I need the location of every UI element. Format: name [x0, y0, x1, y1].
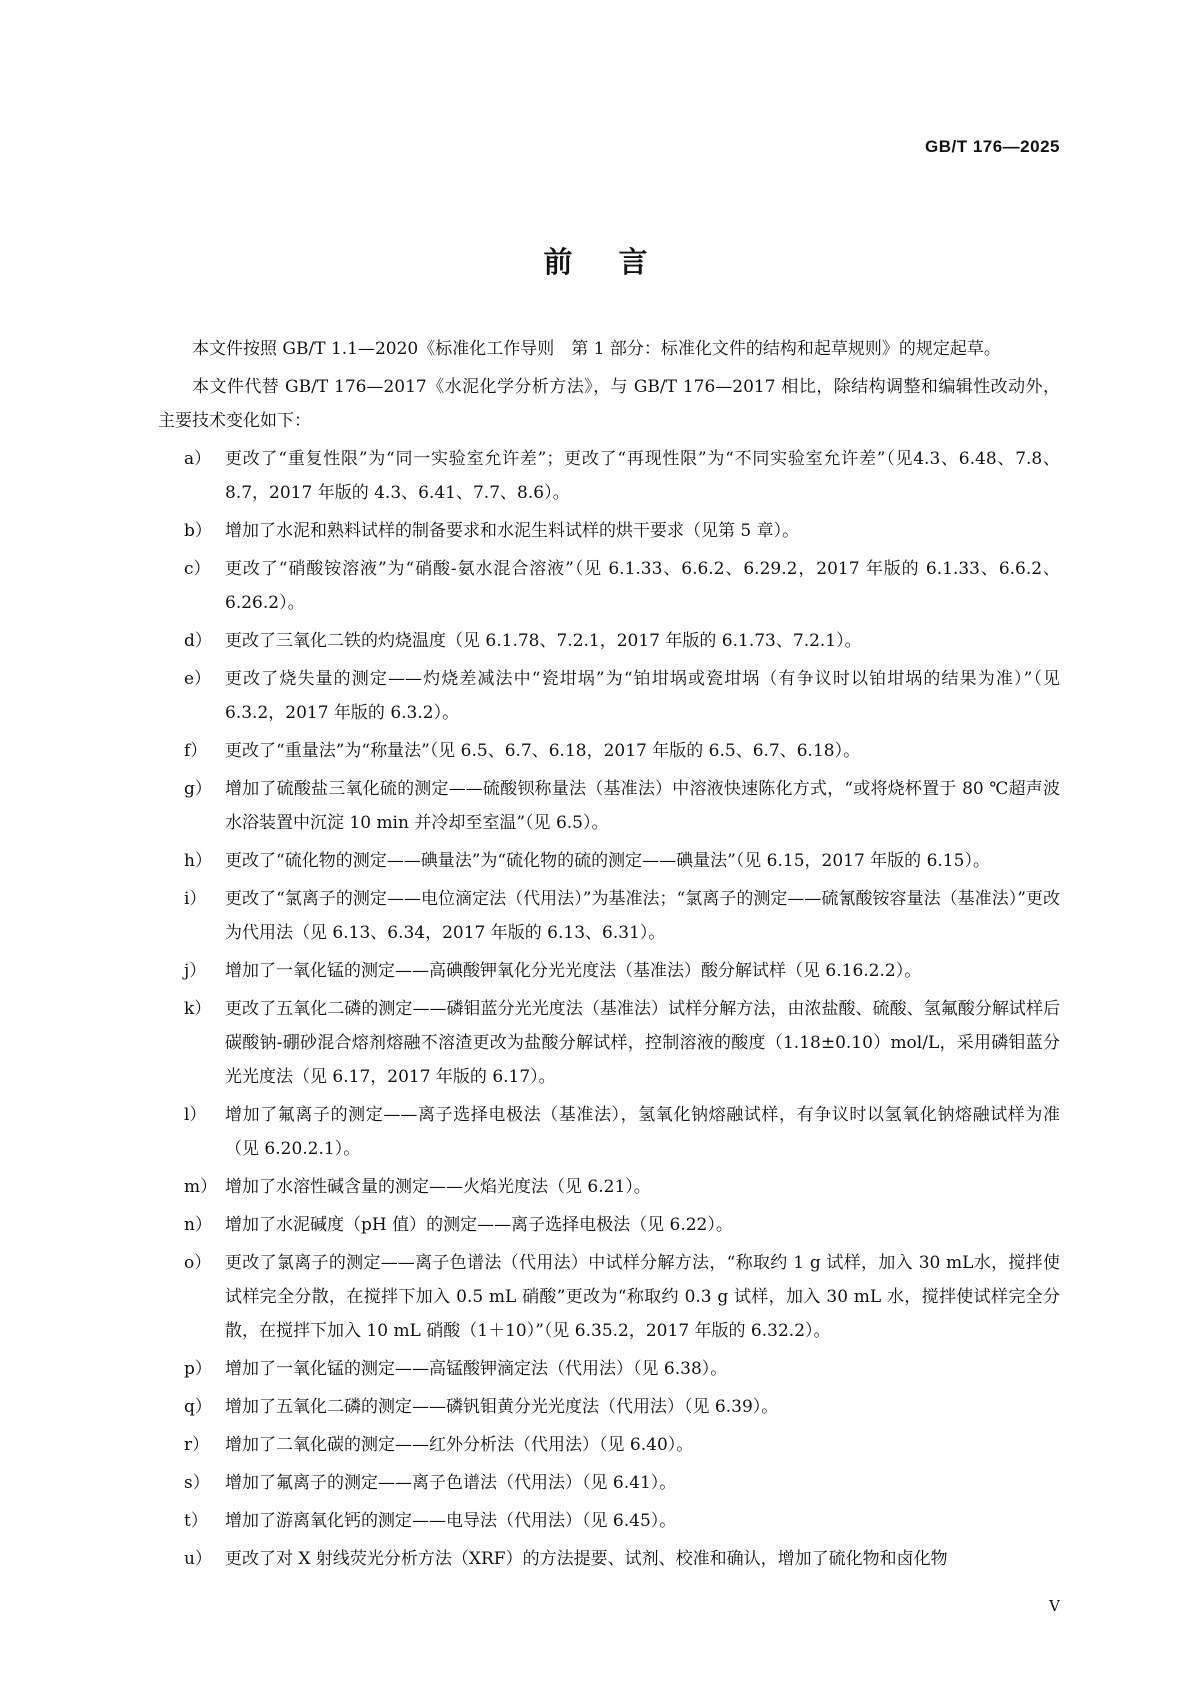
list-item-text: 增加了氟离子的测定——离子色谱法（代用法）（见 6.41）。	[225, 1473, 677, 1493]
list-item-text: 更改了对 X 射线荧光分析方法（XRF）的方法提要、试剂、校准和确认，增加了硫化物和卤化物	[225, 1549, 948, 1569]
list-item-text: 增加了水泥碱度（pH 值）的测定——离子选择电极法（见 6.22）。	[225, 1215, 733, 1235]
list-item	[158, 1246, 1060, 1348]
list-item-label: a）	[184, 449, 212, 469]
list-item-label: t）	[184, 1511, 208, 1531]
list-item-text: 更改了“硝酸铵溶液”为“硝酸-氨水混合溶液”（见 6.1.33、6.6.2、6.29.2，2017 年版的 6.1.33、6.6.2、6.26.2）。	[225, 559, 1060, 613]
list-item-text: 增加了水泥和熟料试样的制备要求和水泥生料试样的烘干要求（见第 5 章）。	[225, 521, 800, 541]
list-item-text: 更改了“重复性限”为“同一实验室允许差”；更改了“再现性限”为“不同实验室允许差”（见4.3、6.48、7.8、8.7，2017 年版的 4.3、6.41、7.7、8.6）。	[225, 449, 1060, 503]
list-item	[158, 1466, 1060, 1500]
list-item	[158, 734, 1060, 768]
list-item-label: h）	[184, 851, 212, 871]
list-item-label: g）	[184, 779, 212, 799]
list-item	[158, 662, 1060, 730]
list-item	[158, 1352, 1060, 1386]
list-item-label: u）	[184, 1549, 212, 1569]
list-item-label: m）	[184, 1177, 218, 1197]
list-item-label: r）	[184, 1435, 210, 1455]
list-item-label: q）	[184, 1397, 212, 1417]
list-item-label: d）	[184, 631, 212, 651]
list-item-text: 增加了一氧化锰的测定——高碘酸钾氧化分光光度法（基准法）酸分解试样（见 6.16.2.2）。	[225, 961, 922, 981]
list-item	[158, 954, 1060, 988]
list-item-text: 更改了三氧化二铁的灼烧温度（见 6.1.78、7.2.1，2017 年版的 6.1.73、7.2.1）。	[225, 631, 862, 651]
list-item-label: i）	[184, 889, 207, 909]
list-item	[158, 442, 1060, 510]
list-item-text: 更改了烧失量的测定——灼烧差减法中“瓷坩埚”为“铂坩埚或瓷坩埚（有争议时以铂坩埚的结果为准）”（见 6.3.2，2017 年版的 6.3.2）。	[225, 669, 1060, 723]
list-item	[158, 772, 1060, 840]
list-item-text: 增加了氟离子的测定——离子选择电极法（基准法），氢氧化钠熔融试样，有争议时以氢氧化钠熔融试样为准（见 6.20.2.1）。	[225, 1105, 1060, 1159]
page-number: V	[1049, 1597, 1060, 1615]
list-item	[158, 882, 1060, 950]
list-item	[158, 514, 1060, 548]
list-item	[158, 1208, 1060, 1242]
list-item-text: 增加了五氧化二磷的测定——磷钒钼黄分光光度法（代用法）（见 6.39）。	[225, 1397, 779, 1417]
list-item-label: f）	[184, 741, 208, 761]
list-item	[158, 1098, 1060, 1166]
standard-code: GB/T 176—2025	[924, 137, 1060, 156]
list-item	[158, 1542, 1060, 1576]
list-item	[158, 844, 1060, 878]
list-item-label: e）	[184, 669, 212, 689]
list-item-text: 更改了氯离子的测定——离子色谱法（代用法）中试样分解方法，“称取约 1 g 试样，加入 30 mL水，搅拌使试样完全分散，在搅拌下加入 0.5 mL 硝酸”更改为“称取约 0.3 g 试样，加入 30 mL 水，搅拌使试样完全分散，在搅拌下加入 10 mL 硝酸（1＋10）”（见 6.35.2，2017 年版的 6.32.2）。	[225, 1253, 1060, 1341]
list-item-label: p）	[184, 1359, 212, 1379]
foreword-body	[158, 332, 1060, 1580]
list-item-text: 增加了游离氧化钙的测定——电导法（代用法）（见 6.45）。	[225, 1511, 677, 1531]
list-item	[158, 1428, 1060, 1462]
list-item	[158, 552, 1060, 620]
list-item-text: 更改了五氧化二磷的测定——磷钼蓝分光光度法（基准法）试样分解方法，由浓盐酸、硫酸、氢氟酸分解试样后碳酸钠-硼砂混合熔剂熔融不溶渣更改为盐酸分解试样，控制溶液的酸度（1.18±0.10）mol/L，采用磷钼蓝分光光度法（见 6.17，2017 年版的 6.17）。	[225, 999, 1060, 1087]
page-title: 前言	[543, 245, 694, 279]
list-item-label: b）	[184, 521, 212, 541]
intro-paragraph: 本文件按照 GB/T 1.1—2020《标准化工作导则 第 1 部分：标准化文件的结构和起草规则》的规定起草。	[192, 339, 1001, 359]
list-item-text: 增加了一氧化锰的测定——高锰酸钾滴定法（代用法）（见 6.38）。	[225, 1359, 728, 1379]
list-item-label: o）	[184, 1253, 212, 1273]
list-item-label: s）	[184, 1473, 210, 1493]
list-item-label: k）	[184, 999, 212, 1019]
list-item-label: c）	[184, 559, 211, 579]
list-item-label: n）	[184, 1215, 212, 1235]
list-item	[158, 624, 1060, 658]
intro-paragraph: 本文件代替 GB/T 176—2017《水泥化学分析方法》，与 GB/T 176—2017 相比，除结构调整和编辑性改动外，主要技术变化如下：	[158, 377, 1060, 431]
list-item-text: 更改了“硫化物的测定——碘量法”为“硫化物的硫的测定——碘量法”（见 6.15，2017 年版的 6.15）。	[225, 851, 990, 871]
list-item-text: 增加了水溶性碱含量的测定——火焰光度法（见 6.21）。	[225, 1177, 651, 1197]
list-item	[158, 1170, 1060, 1204]
list-item-text: 更改了“氯离子的测定——电位滴定法（代用法）”为基准法；“氯离子的测定——硫氰酸铵容量法（基准法）”更改为代用法（见 6.13、6.34，2017 年版的 6.13、6.31）。	[225, 889, 1060, 943]
list-item	[158, 1504, 1060, 1538]
list-item	[158, 992, 1060, 1094]
list-item-label: j）	[184, 961, 207, 981]
list-item-text: 增加了二氧化碳的测定——红外分析法（代用法）（见 6.40）。	[225, 1435, 694, 1455]
list-item-text: 更改了“重量法”为“称量法”（见 6.5、6.7、6.18，2017 年版的 6.5、6.7、6.18）。	[225, 741, 861, 761]
list-item-text: 增加了硫酸盐三氧化硫的测定——硫酸钡称量法（基准法）中溶液快速陈化方式，“或将烧杯置于 80 ℃超声波水浴装置中沉淀 10 min 并冷却至室温”（见 6.5）。	[225, 779, 1060, 833]
changes-list	[158, 442, 1060, 1576]
list-item	[158, 1390, 1060, 1424]
list-item-label: l）	[184, 1105, 207, 1125]
